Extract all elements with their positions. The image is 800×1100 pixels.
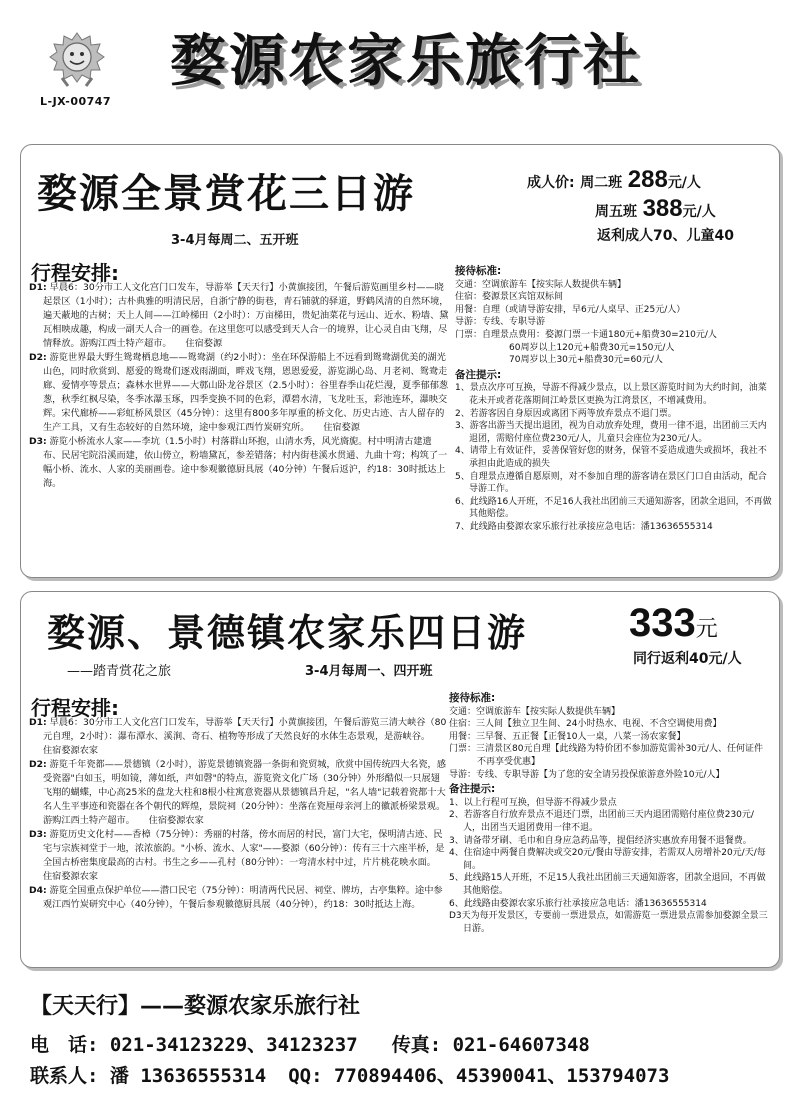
itinerary-day [29,281,449,351]
note-item: 1、以上行程可互换，但导游不得减少景点 [449,797,617,808]
tour1-price2: 388 [642,195,683,222]
tour1-price-block [527,165,777,223]
reception-item: 导游：专线、专职导游【为了您的安全请另投保旅游意外险10元/人】 [449,769,725,780]
day-text: 游览小桥流水人家——李坑（1.5小时）村落群山环抱，山清水秀，风光旖旎。村中明清古建遗布、民居宅院沿溪而建，依山傍立，粉墙黛瓦，参差错落；村内街巷溪水贯通、九曲十弯；构筑了一幅小桥、流水、人家的美丽画卷。途中参观徽德厨具展（40分钟）午餐后返沪，约18：30时抵达上海。 [43,436,448,489]
tour2-slogan: ——踏青赏花之旅 [67,664,172,679]
note-item: 4、请带上有效证件，妥善保管好您的财务，保管不妥造成遗失或损坏，我社不承担由此造成的损失 [455,446,767,469]
note-item: 2、若游客自行放弃景点不退还门票，出团前三天内退团需赔付座位费230元/人，出团当天退团费用一律不退。 [449,810,754,833]
qq-numbers: 770894406、45390041、153794073 [333,1065,670,1087]
note-item: 7、此线路由婺源农家乐旅行社承接应急电话：潘13636555314 [455,521,713,532]
fax-number: 021-64607348 [452,1034,590,1056]
day-text: 游览世界最大野生鸳鸯栖息地——鸳鸯湖（约2小时）：坐在环保游船上不远看到鸳鸯湖优美的湖光山色，同时欣赏到、愿爱的鸳鸯们逐戏雨湖面，畔戏飞翔，恩恩爱爱，游览湖心岛、月老祠、鸳鸯走廊、爱情亭等景点；森林水世界——大鄣山卧龙谷景区（2.5小时）：谷里春季山花烂漫，夏季郁郁葱葱，秋季红枫尽染，冬季冰瀑玉琢，四季变换不同的色彩，潭碧水清，飞龙吐玉，彩池连环，瀑映交辉。宋代廊桥——彩虹桥风景区（45分钟）：这里有800多年厚重的桥文化、历史古迹、古人留存的生产工具，又有生态较好的自然环境，途中参观江西竹炭研究所。 住宿婺源 [43,352,449,433]
reception-item: 70周岁以上30元+船费30元=60元/人 [509,355,663,366]
tour1-title: 婺源全景赏花三日游 [37,170,415,217]
itinerary-day [29,884,447,912]
day-label: D2: [29,759,47,770]
reception-item: 门票：自理景点费用：婺源门票一卡通180元+船费30=210元/人 [455,329,717,340]
phone-number: 021-34123229、34123237 [109,1034,358,1056]
note-item: 2、若游客因自身原因或离团下两等放弃景点不退门票。 [455,408,677,419]
day-label: D1: [29,282,47,293]
note-item: 5、自理景点遵循自愿原则，对不参加自理的游客请在景区门口自由活动，配合导游工作。 [455,471,767,495]
day-text: 游览历史文化村——香樟（75分钟）：秀丽的村落，傍水而居的村民，富门大宅，保明清古迹、民宅与宗族祠堂于一地，浓浓旅韵。"小桥、流水、人家"——婺源（60分钟）：传有三十六座半桥，是全国古桥密集度最高的古村。书生之乡——孔村（80分钟）：一弯清水村中过，片片桃花映水面。 住宿婺源农家 [43,829,450,882]
fax-label: 传真: [391,1034,442,1056]
tour2-reception-heading: 接待标准: [449,692,496,704]
header [0,0,800,118]
tour1-reception-heading: 接待标准: [455,265,502,277]
day-label: D1: [29,717,47,728]
note-item: D3天为每开发景区，专要前一票进景点，如需游览一票进景点需参加婺源全景三日游。 [449,911,768,934]
reception-item: 住宿：三人间【独立卫生间、24小时热水、电视、不含空调使用费】 [449,719,722,730]
reception-item: 导游：专线、专职导游 [455,317,546,328]
tour1-price-row-friday [527,194,777,223]
tour2-notes-heading: 备注提示: [449,783,496,796]
itinerary-day [29,435,449,491]
note-item: 3、请备带牙刷、毛巾和自身应急药品等，提倡经济实惠放弃用餐不退餐费。 [449,835,752,846]
smiley-logo-icon [48,30,106,88]
phone-label: 电 话: [30,1034,99,1056]
tour1-price2-unit: 元/人 [682,204,716,220]
footer-contact [0,985,800,1100]
day-text: 早晨6：30分市工人文化宫门口发车，导游举【天天行】小黄旗接团，午餐后游览画里乡村——晓起景区（1小时）；古朴典雅的明清民居，自浙宁静的街巷，青石铺就的驿道，野鹤风清的自然环境，遍天蔽地的古树；天上人间——江岭梯田（2小时）：万亩梯田，贵妃油菜花与远山、近水、粉墙、黛瓦相映成趣，构成一副天人合一的画卷。在这里您可以感受到天人合一的境界，让心灵自由飞翔，尽情释放。游购江西土特产超市。 住宿婺源 [43,282,449,349]
day-label: D3: [29,829,47,840]
reception-item: 交通：空调旅游车【按实际人数提供车辆】 [455,279,627,290]
tour2-title: 婺源、景德镇农家乐四日游 [47,610,528,655]
reception-item: 门票：三清景区80元自理【此线路为特价团不参加游览需补30元/人、任何证件不再享受优惠】 [449,744,763,767]
tour2-price-value: 333 [629,601,696,645]
reception-item: 住宿：婺源景区宾馆双标间 [455,292,564,303]
tour2-rebate: 同行返利40元/人 [633,651,742,667]
itinerary-day [29,716,447,758]
day-text: 游览全国重点保护单位——潜口民宅（75分钟）：明清两代民居、祠堂、牌坊，古亭集粹。途中参观江西竹炭研究中心（40分钟），午餐后参观徽德厨具展（40分钟），约18：30时抵达上海。 [43,885,443,910]
reception-item: 60周岁以上120元+船费30元=150元/人 [509,342,675,353]
tour1-price-row-tuesday [527,165,777,194]
day-label: D3: [29,436,47,447]
contact-label: 联系人: [30,1065,99,1087]
day-text: 游览千年瓷都——景德镇（2小时），游览景德镇瓷器一条街和瓷贸城，欣赏中国传统四大名瓷，感受瓷器"白如玉，明如镜，薄如纸，声如磬"的特点，游览瓷文化广场（30分钟）外形酷似一只展翅飞翔的蝴蝶，中心高25米的盘龙大柱和8根小柱寓意瓷器从景德镇昌升起，"名人墙"记载着瓷都十大名人生平事迹和瓷器在各个朝代的辉煌，景院祠（20分钟）：坐落在瓷厘母亲河上的徽派桥梁景观。游购江西土特产超市。 住宿婺源农家 [43,759,446,826]
itinerary-day [29,758,447,828]
footer-phone-line [30,1030,590,1057]
tour1-price1-prefix: 周二班 [580,175,623,191]
tour2-card [20,591,780,968]
tour1-price-label: 成人价: [527,175,575,191]
day-text: 早晨6：30分市工人文化宫门口发车，导游举【天天行】小黄旗接团，午餐后游览三清大峡谷（80元自理，2小时）：瀑布潭水、溪涧、奇石、植物等形成了天然良好的水体生态景观，是游峡谷。 住宿婺源农家 [43,717,447,756]
day-label: D4: [29,885,47,896]
tour2-schedule: 3-4月每周一、四开班 [305,664,433,679]
contact-person: 潘 13636555314 [109,1065,267,1087]
tour2-price [629,600,718,652]
note-item: 5、此线路15人开班，不足15人我社出团前三天通知游客，团款全退回，不再做其他赔偿。 [449,873,766,896]
reception-item: 用餐：自理（或请导游安排，早6元/人桌早、正25元/人） [455,304,686,315]
tour1-itinerary [29,281,449,573]
tour1-notes-heading: 备注提示: [455,368,502,381]
footer-contact-line [30,1061,669,1088]
license-number: L-JX-00747 [40,95,112,108]
tour2-itinerary-heading: 行程安排: [31,696,119,720]
tour1-rebate: 返利成人70、儿童40 [597,228,734,244]
agency-title: 婺源农家乐旅行社 [170,29,642,94]
reception-item: 交通：空调旅游车【按实际人数提供车辆】 [449,706,621,717]
qq-label: QQ: [288,1065,323,1087]
note-item: 1、景点次序可互换，导游不得减少景点，以上景区游览时间为大约时间，油菜花未开或者花落期间江岭景区更换为江湾景区，不增减费用。 [455,383,767,406]
tour1-price1: 288 [627,166,668,193]
itinerary-day [29,828,450,884]
tour1-schedule: 3-4月每周二、五开班 [171,233,299,248]
note-item: 6、此线路由婺源农家乐旅行社承接应急电话：潘13636555314 [449,898,707,909]
tour1-price1-unit: 元/人 [667,175,701,191]
note-item: 4、住宿途中两餐自费解决或交20元/餐由导游安排，若需双人房增补20元/天/每间。 [449,848,766,871]
footer-brand-line: 【天天行】——婺源农家乐旅行社 [30,994,361,1019]
note-item: 3、游客出游当天提出退团，视为自动放弃处理，费用一律不退，出团前三天内退团，需赔付座位费230元/人，儿童只会座位为230元/人。 [455,421,767,444]
tour1-terms [455,263,773,575]
tour2-price-unit: 元 [695,616,718,641]
day-label: D2: [29,352,47,363]
tour2-terms [449,690,771,966]
reception-item: 用餐：三早餐、五正餐【正餐10人一桌，八菜一汤农家餐】 [449,731,686,742]
note-item: 6、此线路16人开班，不足16人我社出团前三天通知游客，团款全退回，不再做其他赔偿。 [455,496,772,520]
tour2-itinerary [29,716,450,966]
tour1-card [20,144,780,578]
tour1-price2-prefix: 周五班 [595,204,637,220]
itinerary-day [29,351,449,435]
tour1-itinerary-heading: 行程安排: [31,261,119,285]
